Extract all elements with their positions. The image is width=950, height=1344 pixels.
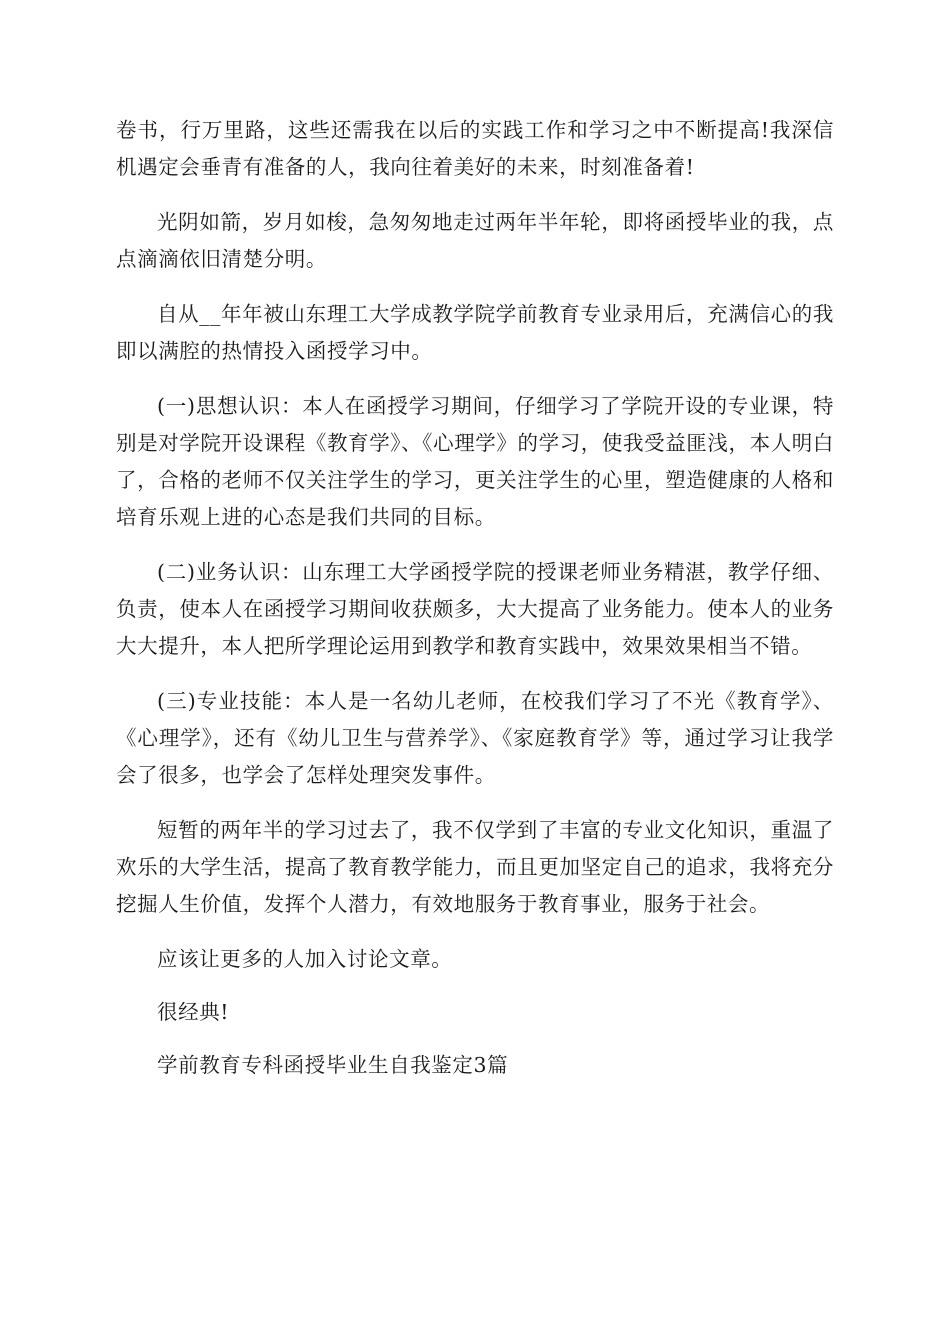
paragraph-summary: 短暂的两年半的学习过去了，我不仅学到了丰富的专业文化知识，重温了欢乐的大学生活，提高了教育教学能力，而且更加坚定自己的追求，我将充分挖掘人生价值，发挥个人潜力，有效地服务于教育事业，服务于社会。 xyxy=(116,818,834,916)
paragraph-admission: 自从__年年被山东理工大学成教学院学前教育专业录用后，充满信心的我即以满腔的热情投入函授学习中。 xyxy=(116,302,834,363)
paragraph-skills: (三)专业技能：本人是一名幼儿老师，在校我们学习了不光《教育学》、《心理学》，还有《幼儿卫生与营养学》、《家庭教育学》等，通过学习让我学会了很多，也学会了怎样处理突发事件。 xyxy=(116,689,834,787)
paragraph-ideology: (一)思想认识：本人在函授学习期间，仔细学习了学院开设的专业课，特别是对学院开设课程《教育学》、《心理学》的学习，使我受益匪浅，本人明白了，合格的老师不仅关注学生的学习，更关注学生的心里，塑造健康的人格和培育乐观上进的心态是我们共同的目标。 xyxy=(116,394,834,529)
paragraph-comment-1: 应该让更多的人加入讨论文章。 xyxy=(157,947,453,971)
paragraph-time-flies: 光阴如箭，岁月如梭，急匆匆地走过两年半年轮，即将函授毕业的我，点点滴滴依旧清楚分明。 xyxy=(116,210,834,271)
document-title-footer: 学前教育专科函授毕业生自我鉴定3篇 xyxy=(157,1053,509,1077)
paragraph-business: (二)业务认识：山东理工大学函授学院的授课老师业务精湛，教学仔细、负责，使本人在函授学习期间收获颇多，大大提高了业务能力。使本人的业务大大提升，本人把所学理论运用到教学和教育实践中，效果效果相当不错。 xyxy=(116,560,834,658)
document-page xyxy=(116,112,834,1100)
paragraph-continuation: 卷书，行万里路，这些还需我在以后的实践工作和学习之中不断提高!我深信机遇定会垂青有准备的人，我向往着美好的未来，时刻准备着! xyxy=(116,118,834,179)
paragraph-comment-2: 很经典! xyxy=(157,1000,230,1024)
